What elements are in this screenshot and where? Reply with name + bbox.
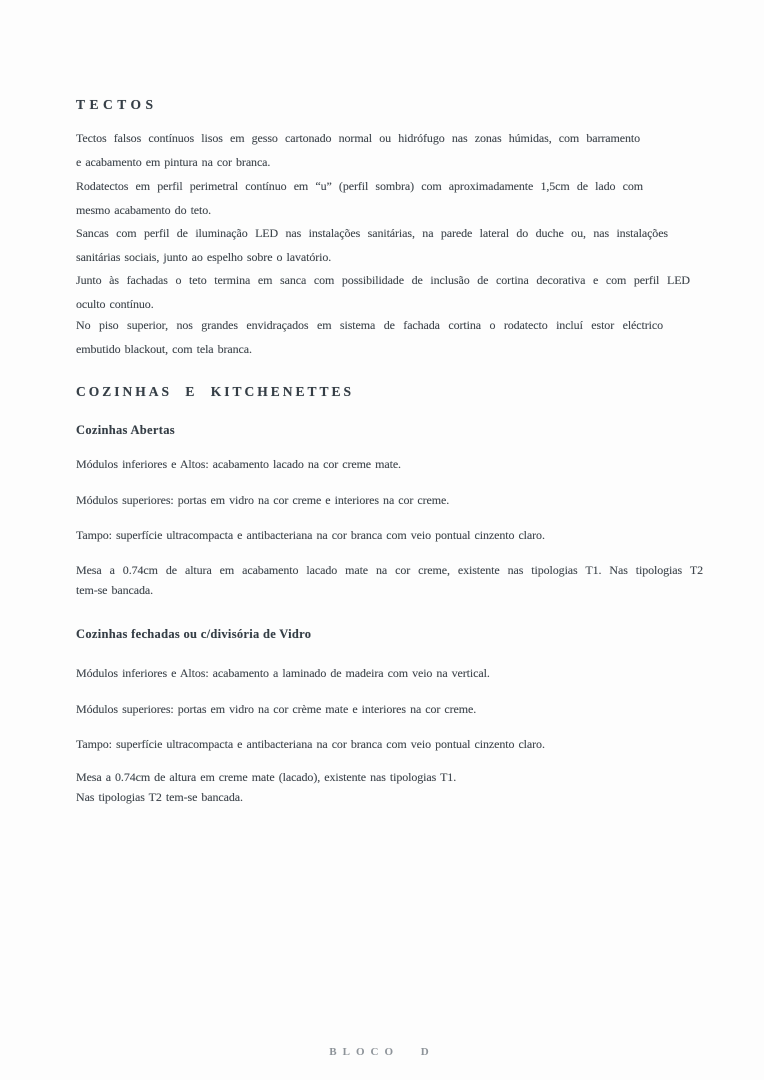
- text-line: Rodatectos em perfil perimetral contínuo em “u” (perfil sombra) com aproximadamente 1,5cm de lado com: [76, 179, 643, 193]
- text-line: e acabamento em pintura na cor branca.: [76, 155, 271, 169]
- text-line: Tampo: superfície ultracompacta e antibacteriana na cor branca com veio pontual cinzento claro.: [76, 528, 545, 542]
- subheading-cozinhas-abertas: Cozinhas Abertas: [76, 423, 175, 437]
- paragraph-closed-modulos-inferiores: [76, 661, 716, 685]
- text-line: oculto contínuo.: [76, 297, 154, 311]
- paragraph-piso-superior: [76, 313, 716, 361]
- text-line: embutido blackout, com tela branca.: [76, 342, 252, 356]
- subheading-cozinhas-fechadas: Cozinhas fechadas ou c/divisória de Vidro: [76, 627, 312, 641]
- paragraph-open-mesa: [76, 560, 716, 600]
- paragraph-closed-mesa: [76, 767, 716, 807]
- text-line: Módulos superiores: portas em vidro na cor crème mate e interiores na cor creme.: [76, 702, 477, 716]
- text-line: tem-se bancada.: [76, 583, 153, 597]
- text-line: sanitárias sociais, junto ao espelho sobre o lavatório.: [76, 250, 332, 264]
- paragraph-closed-tampo: [76, 732, 716, 756]
- text-line: Módulos superiores: portas em vidro na cor creme e interiores na cor creme.: [76, 493, 450, 507]
- paragraph-sancas: [76, 221, 716, 269]
- text-line: Tampo: superfície ultracompacta e antibacteriana na cor branca com veio pontual cinzento claro.: [76, 737, 545, 751]
- paragraph-tectos-falsos: [76, 126, 716, 174]
- text-line: Junto às fachadas o teto termina em sanca com possibilidade de inclusão de cortina decorativa e com perfil LED: [76, 273, 690, 287]
- paragraph-open-modulos-inferiores: [76, 452, 716, 476]
- text-line: Módulos inferiores e Altos: acabamento lacado na cor creme mate.: [76, 457, 401, 471]
- paragraph-fachadas: [76, 268, 716, 316]
- text-line: No piso superior, nos grandes envidraçados em sistema de fachada cortina o rodatecto incluí estor eléctrico: [76, 318, 663, 332]
- paragraph-open-modulos-superiores: [76, 488, 716, 512]
- text-line: Mesa a 0.74cm de altura em acabamento lacado mate na cor creme, existente nas tipologias T1. Nas tipologias T2: [76, 563, 703, 577]
- paragraph-closed-modulos-superiores: [76, 697, 716, 721]
- text-line: Mesa a 0.74cm de altura em creme mate (lacado), existente nas tipologias T1.: [76, 770, 457, 784]
- text-line: mesmo acabamento do teto.: [76, 203, 212, 217]
- text-line: Sancas com perfil de iluminação LED nas instalações sanitárias, na parede lateral do duche ou, nas instalações: [76, 226, 668, 240]
- paragraph-rodatectos: [76, 174, 716, 222]
- page-footer-bloco: BLOCO D: [329, 1046, 435, 1058]
- text-line: Tectos falsos contínuos lisos em gesso cartonado normal ou hidrófugo nas zonas húmidas, com barramento: [76, 131, 640, 145]
- text-line: Módulos inferiores e Altos: acabamento a laminado de madeira com veio na vertical.: [76, 666, 490, 680]
- paragraph-open-tampo: [76, 523, 716, 547]
- text-line: Nas tipologias T2 tem-se bancada.: [76, 790, 243, 804]
- section-heading-cozinhas: COZINHAS E KITCHENETTES: [76, 384, 355, 399]
- page-title-tectos: TECTOS: [76, 97, 158, 112]
